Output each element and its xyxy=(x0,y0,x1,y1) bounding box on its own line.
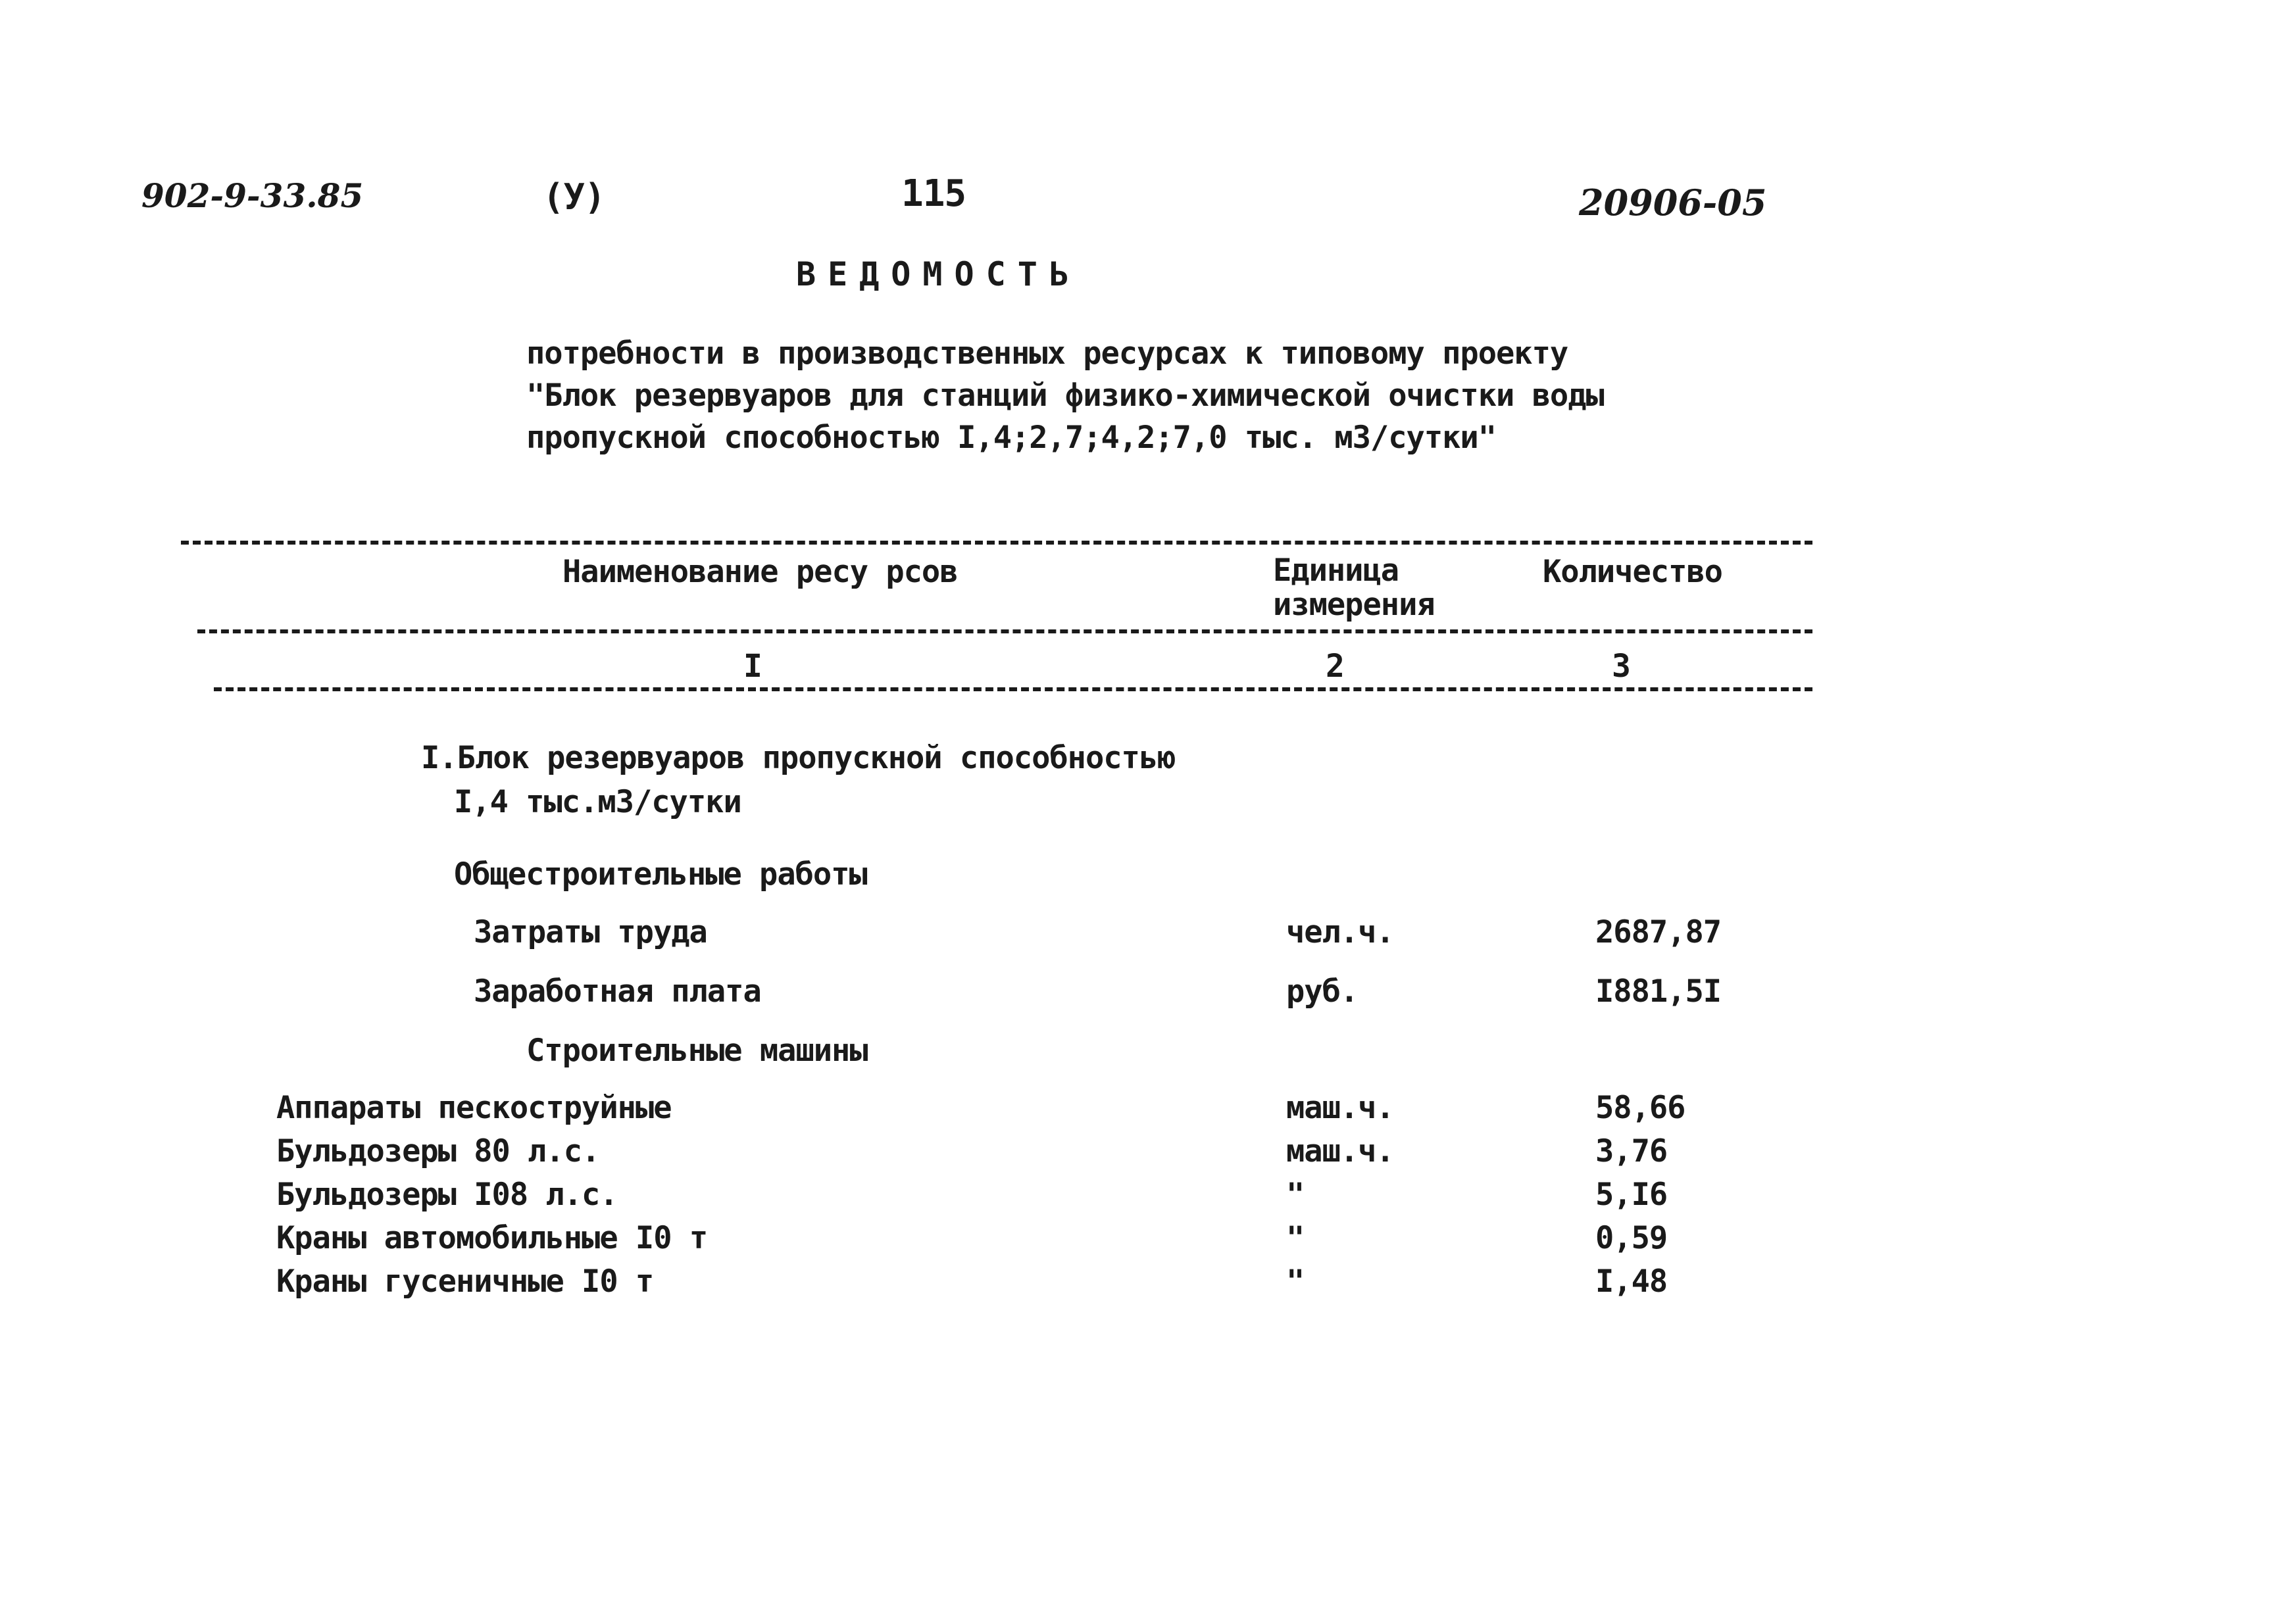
group-construction-machines: Строительные машины xyxy=(526,1033,868,1069)
page-number: 115 xyxy=(901,172,966,215)
column-header-name: Наименование ресу рсов xyxy=(562,554,958,590)
subtitle-line-1: потребности в производственных ресурсах к типовому проекту xyxy=(526,335,1568,372)
column-header-unit xyxy=(1273,554,1435,622)
machine-row-4-name: Краны автомобильные I0 т xyxy=(276,1220,708,1256)
project-code-right: 20906-05 xyxy=(1579,182,1767,224)
column-number-rule xyxy=(214,687,1812,691)
machine-row-3-unit: " xyxy=(1286,1177,1305,1213)
row-wages-name: Заработная плата xyxy=(474,973,761,1010)
machine-row-3-qty: 5,I6 xyxy=(1595,1177,1668,1213)
section-title-line-2: I,4 тыс.м3/сутки xyxy=(454,784,741,820)
machine-row-5-unit: " xyxy=(1286,1263,1305,1300)
table-top-rule xyxy=(181,541,1812,545)
machine-row-2-name: Бульдозеры 80 л.с. xyxy=(276,1133,600,1169)
document-title: ВЕДОМОСТЬ xyxy=(796,255,1081,293)
row-labor-cost-name: Затраты труда xyxy=(474,914,707,950)
column-number-2: 2 xyxy=(1326,648,1344,685)
document-mark: (У) xyxy=(543,176,605,218)
subtitle-line-2: "Блок резервуаров для станций физико-химической очистки воды xyxy=(526,378,1604,414)
machine-row-4-unit: " xyxy=(1286,1220,1305,1256)
machine-row-5-qty: I,48 xyxy=(1595,1263,1668,1300)
row-wages-qty: I881,5I xyxy=(1595,973,1722,1010)
machine-row-4-qty: 0,59 xyxy=(1595,1220,1668,1256)
machine-row-1-name: Аппараты пескоструйные xyxy=(276,1090,672,1126)
column-number-3: 3 xyxy=(1612,648,1630,685)
section-title-line-1: I.Блок резервуаров пропускной способностью xyxy=(421,740,1176,776)
subtitle-line-3: пропускной способностью I,4;2,7;4,2;7,0 тыс. м3/сутки" xyxy=(526,420,1497,456)
column-header-unit-line1: Единица измерения xyxy=(1273,552,1435,623)
machine-row-2-unit: маш.ч. xyxy=(1286,1133,1394,1169)
project-code-left: 902-9-33.85 xyxy=(141,176,364,215)
column-number-1: I xyxy=(743,648,762,685)
group-general-construction: Общестроительные работы xyxy=(454,856,867,893)
row-wages-unit: руб. xyxy=(1286,973,1359,1010)
machine-row-3-name: Бульдозеры I08 л.с. xyxy=(276,1177,618,1213)
machine-row-5-name: Краны гусеничные I0 т xyxy=(276,1263,654,1300)
header-bottom-rule xyxy=(197,629,1812,633)
machine-row-2-qty: 3,76 xyxy=(1595,1133,1668,1169)
row-labor-cost-unit: чел.ч. xyxy=(1286,914,1394,950)
row-labor-cost-qty: 2687,87 xyxy=(1595,914,1722,950)
machine-row-1-unit: маш.ч. xyxy=(1286,1090,1394,1126)
column-header-qty: Количество xyxy=(1543,554,1722,590)
machine-row-1-qty: 58,66 xyxy=(1595,1090,1685,1126)
